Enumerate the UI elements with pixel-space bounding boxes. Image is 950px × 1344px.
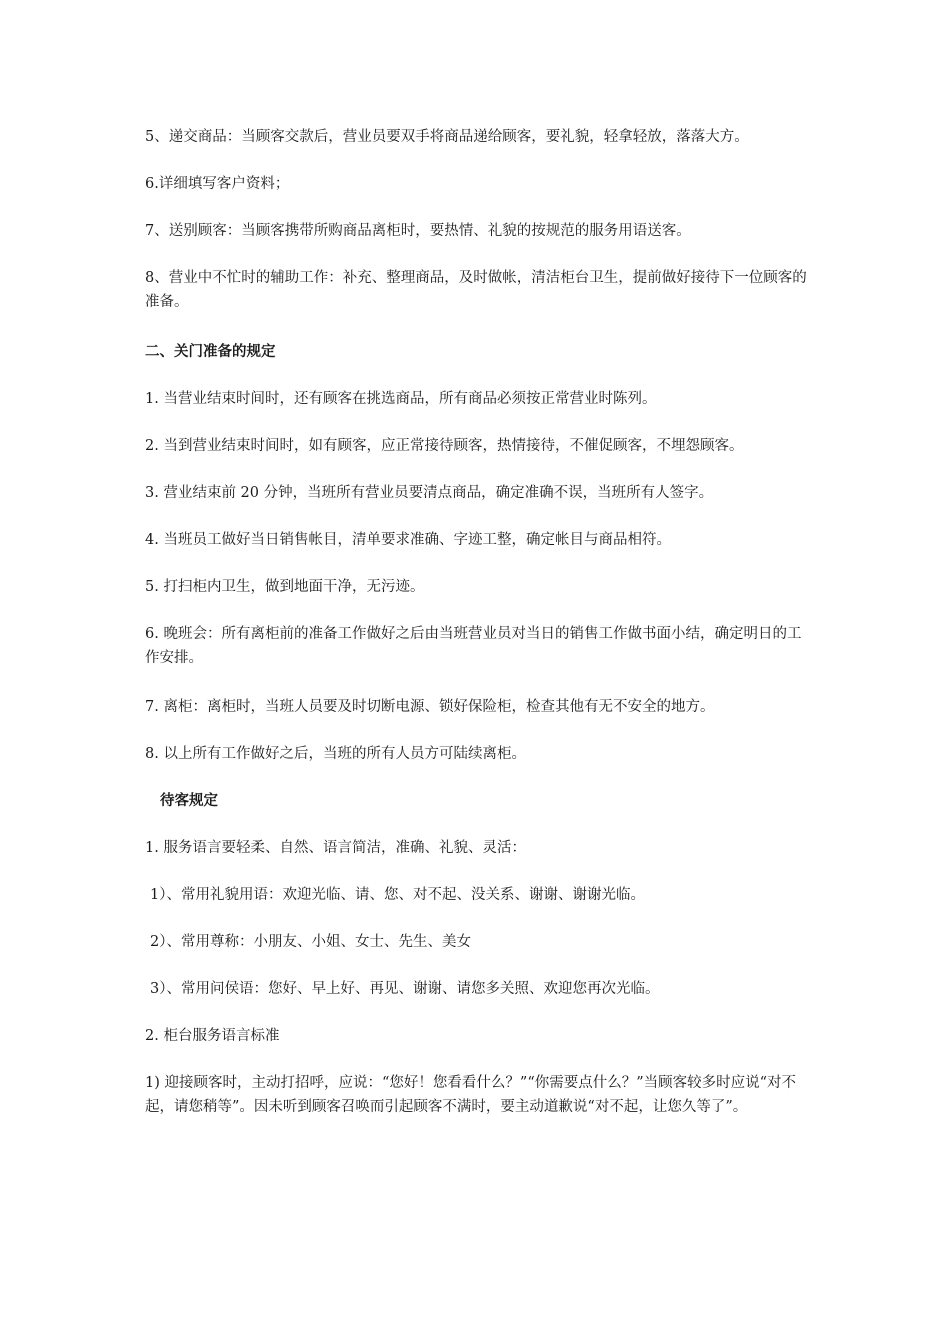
service-subitem-1: 1）、常用礼貌用语：欢迎光临、请、您、对不起、没关系、谢谢、谢谢光临。 — [150, 887, 645, 903]
closing-item-7: 7. 离柜：离柜时，当班人员要及时切断电源、锁好保险柜，检查其他有无不安全的地方。 — [145, 699, 715, 715]
closing-item-2: 2. 当到营业结束时间时，如有顾客，应正常接待顾客，热情接待，不催促顾客，不埋怨顾客。 — [145, 438, 744, 454]
service-subitem-3: 3）、常用问侯语：您好、早上好、再见、谢谢、请您多关照、欢迎您再次光临。 — [150, 981, 660, 997]
closing-item-4: 4. 当班员工做好当日销售帐目，清单要求准确、字迹工整，确定帐目与商品相符。 — [145, 532, 671, 548]
closing-item-6: 6. 晚班会：所有离柜前的准备工作做好之后由当班营业员对当日的销售工作做书面小结，确定明日的工作安排。 — [145, 626, 802, 666]
paragraph-6: 6.详细填写客户资料； — [145, 176, 290, 192]
service-item-2: 2. 柜台服务语言标准 — [145, 1028, 280, 1044]
closing-item-3: 3. 营业结束前 20 分钟，当班所有营业员要清点商品，确定准确不误，当班所有人签字。 — [145, 485, 714, 501]
closing-item-5: 5. 打扫柜内卫生，做到地面干净，无污迹。 — [145, 579, 425, 595]
section-heading-service: 待客规定 — [160, 792, 218, 809]
paragraph-5: 5、递交商品：当顾客交款后，营业员要双手将商品递给顾客，要礼貌，轻拿轻放，落落大方。 — [145, 129, 749, 145]
service-item-2-sub-1: 1) 迎接顾客时，主动打招呼，应说：“您好！您看看什么？”“你需要点什么？”当顾客较多时应说“对不起，请您稍等”。因未听到顾客召唤而引起顾客不满时，要主动道歉说“对不起，让您久等了”。 — [145, 1075, 797, 1115]
paragraph-8: 8、营业中不忙时的辅助工作：补充、整理商品，及时做帐，清洁柜台卫生，提前做好接待下一位顾客的准备。 — [145, 270, 807, 310]
section-heading-closing: 二、关门准备的规定 — [145, 343, 276, 360]
closing-item-1: 1. 当营业结束时间时，还有顾客在挑选商品，所有商品必须按正常营业时陈列。 — [145, 391, 657, 407]
closing-item-8: 8. 以上所有工作做好之后，当班的所有人员方可陆续离柜。 — [145, 746, 526, 762]
service-item-1: 1. 服务语言要轻柔、自然、语言简洁，准确、礼貌、灵活： — [145, 840, 526, 856]
paragraph-7: 7、送别顾客：当顾客携带所购商品离柜时，要热情、礼貌的按规范的服务用语送客。 — [145, 223, 691, 239]
service-subitem-2: 2）、常用尊称：小朋友、小姐、女士、先生、美女 — [150, 934, 471, 950]
